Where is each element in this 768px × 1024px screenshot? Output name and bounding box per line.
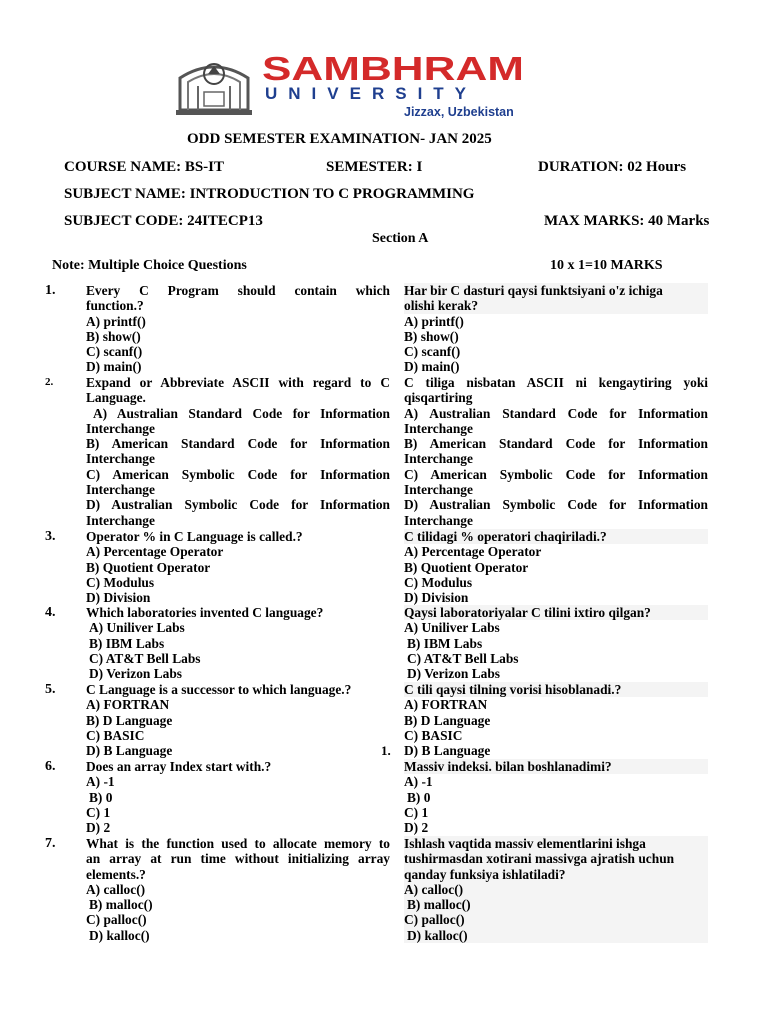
option-a: A) calloc() — [86, 881, 146, 897]
option-d: D) 2 — [404, 820, 429, 836]
option-b: B) 0 — [407, 789, 431, 805]
option-d: D) main() — [86, 359, 142, 375]
question-english — [86, 836, 390, 943]
option-b: B) malloc() — [89, 897, 153, 913]
question-uzbek — [404, 836, 708, 943]
option-d-cont: Interchange — [404, 512, 473, 528]
subject-code: SUBJECT CODE: 24ITECP13 — [64, 213, 263, 229]
option-b: B) Quotient Operator — [404, 559, 529, 575]
university-logo — [168, 52, 528, 120]
option-a-cont: Interchange — [404, 420, 473, 436]
option-c: C) American Symbolic Code for Information — [86, 466, 390, 482]
question-uzbek — [404, 375, 708, 528]
question-english — [86, 682, 390, 758]
option-b: B) show() — [86, 328, 141, 344]
option-c: C) 1 — [404, 804, 429, 820]
question-uzbek — [404, 759, 708, 835]
option-a: A) FORTRAN — [86, 697, 170, 713]
question-english — [86, 375, 390, 528]
option-d-cont: Interchange — [86, 512, 155, 528]
option-c: C) AT&T Bell Labs — [89, 650, 201, 666]
option-c: C) 1 — [86, 804, 111, 820]
question-text: olishi kerak? — [404, 298, 708, 313]
question-text: C tiliga nisbatan ASCII ni kengaytiring yoki — [404, 375, 708, 390]
option-b: B) D Language — [86, 712, 173, 728]
option-b: B) D Language — [404, 712, 491, 728]
option-b: B) American Standard Code for Information — [86, 436, 390, 452]
question-text: C Language is a successor to which language.? — [86, 682, 352, 697]
option-d: D) Division — [86, 590, 151, 606]
option-d: D) kalloc() — [89, 927, 150, 943]
question-text: elements.? — [86, 866, 146, 882]
option-c-cont: Interchange — [404, 482, 473, 498]
option-d: D) Verizon Labs — [407, 666, 501, 682]
option-d: D) B Language — [86, 743, 173, 759]
option-a: A) Australian Standard Code for Information — [93, 405, 390, 421]
option-c: C) American Symbolic Code for Information — [404, 466, 708, 482]
option-d: D) Division — [404, 590, 469, 606]
option-b-cont: Interchange — [404, 451, 473, 467]
option-d: D) 2 — [86, 820, 111, 836]
option-c: C) BASIC — [404, 727, 463, 743]
question-english — [86, 759, 390, 835]
question-text: C tilidagi % operatori chaqiriladi.? — [404, 529, 708, 544]
question-text: tushirmasdan xotirani massivga ajratish uchun — [404, 851, 708, 866]
option-a: A) Percentage Operator — [404, 544, 542, 560]
question-uzbek — [404, 605, 708, 681]
option-a: A) -1 — [404, 774, 433, 790]
option-a: A) Uniliver Labs — [89, 620, 185, 636]
question-number: 7. — [45, 836, 56, 851]
option-a: A) Uniliver Labs — [404, 620, 500, 636]
option-c-cont: Interchange — [86, 482, 155, 498]
question-number: 4. — [45, 605, 56, 620]
option-c: C) BASIC — [86, 727, 145, 743]
question-text: qanday funksiya ishlatiladi? — [404, 867, 708, 882]
option-a: A) calloc() — [404, 882, 708, 897]
question-text: Which laboratories invented C language? — [86, 605, 324, 620]
question-text: What is the function used to allocate memory to — [86, 836, 390, 851]
question-text: Ishlash vaqtida massiv elementlarini ishga — [404, 836, 708, 851]
section-title: Section A — [372, 231, 429, 246]
emblem-icon — [176, 64, 252, 115]
option-b: B) show() — [404, 328, 459, 344]
question-text: an array at run time without initializing array — [86, 851, 390, 867]
note: Note: Multiple Choice Questions — [52, 258, 247, 273]
option-c: C) palloc() — [86, 912, 147, 928]
question-number: 3. — [45, 529, 56, 544]
question-text: Operator % in C Language is called.? — [86, 529, 303, 544]
option-c: C) AT&T Bell Labs — [407, 650, 519, 666]
question-text: Does an array Index start with.? — [86, 759, 272, 774]
option-d: D) kalloc() — [404, 928, 708, 943]
option-d: D) Verizon Labs — [89, 666, 183, 682]
question-text: Massiv indeksi. bilan boshlanadimi? — [404, 759, 708, 774]
option-b: B) IBM Labs — [89, 635, 165, 651]
question-english — [86, 283, 390, 375]
question-text: qisqartiring — [404, 390, 473, 406]
logo-name: SAMBHRAM — [262, 52, 524, 87]
question-text: C tili qaysi tilning vorisi hisoblanadi.? — [404, 682, 708, 697]
option-d: D) B Language — [404, 743, 491, 759]
subject-name: SUBJECT NAME: INTRODUCTION TO C PROGRAMMING — [64, 186, 475, 202]
option-c: C) palloc() — [404, 912, 708, 927]
semester: SEMESTER: I — [326, 159, 423, 175]
option-a: A) FORTRAN — [404, 697, 488, 713]
option-a: A) Percentage Operator — [86, 544, 224, 560]
option-a-cont: Interchange — [86, 420, 155, 436]
question-number: 5. — [45, 682, 56, 697]
question-number: 2. — [45, 376, 54, 388]
option-b-cont: Interchange — [86, 451, 155, 467]
option-b: B) 0 — [89, 789, 113, 805]
option-a: A) Australian Standard Code for Information — [404, 405, 708, 421]
option-b: B) malloc() — [404, 897, 708, 912]
option-d: D) main() — [404, 359, 460, 375]
logo-sub: UNIVERSITY — [265, 84, 478, 103]
option-a: A) printf() — [404, 313, 464, 329]
question-uzbek — [404, 682, 708, 758]
question-text: Language. — [86, 390, 146, 406]
option-d: D) Australian Symbolic Code for Information — [404, 497, 708, 513]
option-c: C) scanf() — [86, 344, 143, 360]
question-uzbek — [404, 283, 708, 375]
logo-place: Jizzax, Uzbekistan — [404, 105, 514, 119]
exam-title: ODD SEMESTER EXAMINATION- JAN 2025 — [187, 131, 492, 147]
option-d: D) Australian Symbolic Code for Information — [86, 497, 390, 513]
marks-scheme: 10 x 1=10 MARKS — [550, 258, 663, 273]
course-name: COURSE NAME: BS-IT — [64, 159, 225, 175]
duration: DURATION: 02 Hours — [538, 159, 687, 175]
question-english — [86, 605, 390, 681]
option-a: A) printf() — [86, 313, 146, 329]
option-a: A) -1 — [86, 774, 115, 790]
option-c: C) scanf() — [404, 344, 461, 360]
question-uzbek — [404, 529, 708, 605]
question-text: Every C Program should contain which — [86, 283, 390, 298]
option-b: B) American Standard Code for Information — [404, 436, 708, 452]
max-marks: MAX MARKS: 40 Marks — [544, 213, 710, 229]
option-c: C) Modulus — [404, 574, 473, 590]
question-text: Qaysi laboratoriyalar C tilini ixtiro qilgan? — [404, 605, 708, 620]
question-number: 1. — [45, 283, 56, 298]
question-text: Har bir C dasturi qaysi funktsiyani o'z ichiga — [404, 283, 708, 298]
question-number: 6. — [45, 759, 56, 774]
option-b: B) Quotient Operator — [86, 559, 211, 575]
stray-number: 1. — [381, 743, 391, 758]
question-text: function.? — [86, 298, 144, 314]
question-english — [86, 529, 390, 605]
option-b: B) IBM Labs — [407, 635, 483, 651]
question-text: Expand or Abbreviate ASCII with regard to C — [86, 375, 390, 390]
option-c: C) Modulus — [86, 574, 155, 590]
